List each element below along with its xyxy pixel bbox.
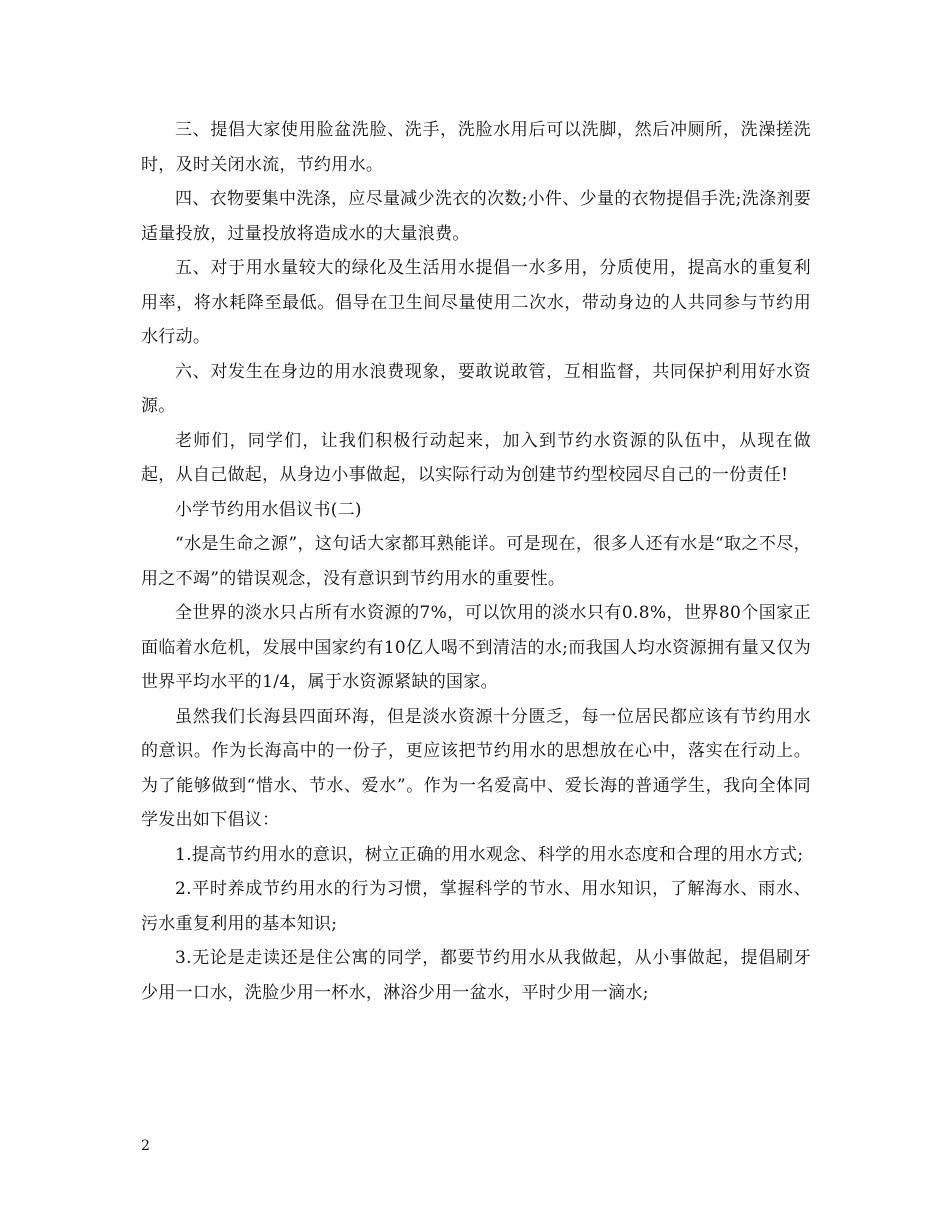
page-number: 2 [141, 1138, 150, 1154]
paragraph-item-3: 三、提倡大家使用脸盆洗脸、洗手，洗脸水用后可以洗脚，然后冲厕所，洗澡搓洗时，及时关闭水流，节约用水。 [141, 120, 811, 175]
paragraph-closing-appeal: 老师们，同学们，让我们积极行动起来，加入到节约水资源的队伍中，从现在做起，从自己做起，从身边小事做起，以实际行动为创建节约型校园尽自己的一份责任! [141, 430, 811, 485]
paragraph-intro: “水是生命之源”，这句话大家都耳熟能详。可是现在，很多人还有水是“取之不尽，用之不竭”的错误观念，没有意识到节约用水的重要性。 [141, 534, 811, 589]
proposal-item-2: 2.平时养成节约用水的行为习惯，掌握科学的节水、用水知识，了解海水、雨水、污水重复利用的基本知识; [141, 879, 811, 934]
proposal-item-3: 3.无论是走读还是住公寓的同学，都要节约用水从我做起，从小事做起，提倡刷牙少用一口水，洗脸少用一杯水，淋浴少用一盆水，平时少用一滴水; [141, 948, 811, 1003]
paragraph-item-5: 五、对于用水量较大的绿化及生活用水提倡一水多用，分质使用，提高水的重复利用率，将水耗降至最低。倡导在卫生间尽量使用二次水，带动身边的人共同参与节约用水行动。 [141, 258, 811, 347]
paragraph-local-context: 虽然我们长海县四面环海，但是淡水资源十分匮乏，每一位居民都应该有节约用水的意识。作为长海高中的一份子，更应该把节约用水的思想放在心中，落实在行动上。为了能够做到“惜水、节水、爱水”。作为一名爱高中、爱长海的普通学生，我向全体同学发出如下倡议： [141, 706, 811, 830]
paragraph-item-4: 四、衣物要集中洗涤，应尽量减少洗衣的次数;小件、少量的衣物提倡手洗;洗涤剂要适量投放，过量投放将造成水的大量浪费。 [141, 189, 811, 244]
document-body [141, 113, 811, 1010]
paragraph-item-6: 六、对发生在身边的用水浪费现象，要敢说敢管，互相监督，共同保护利用好水资源。 [141, 361, 811, 416]
paragraph-statistics: 全世界的淡水只占所有水资源的7%，可以饮用的淡水只有0.8%，世界80个国家正面临着水危机，发展中国家约有10亿人喝不到清洁的水;而我国人均水资源拥有量又仅为世界平均水平的1/4，属于水资源紧缺的国家。 [141, 603, 811, 692]
proposal-item-1: 1.提高节约用水的意识，树立正确的用水观念、科学的用水态度和合理的用水方式; [175, 844, 804, 865]
section-heading: 小学节约用水倡议书(二) [175, 499, 362, 520]
